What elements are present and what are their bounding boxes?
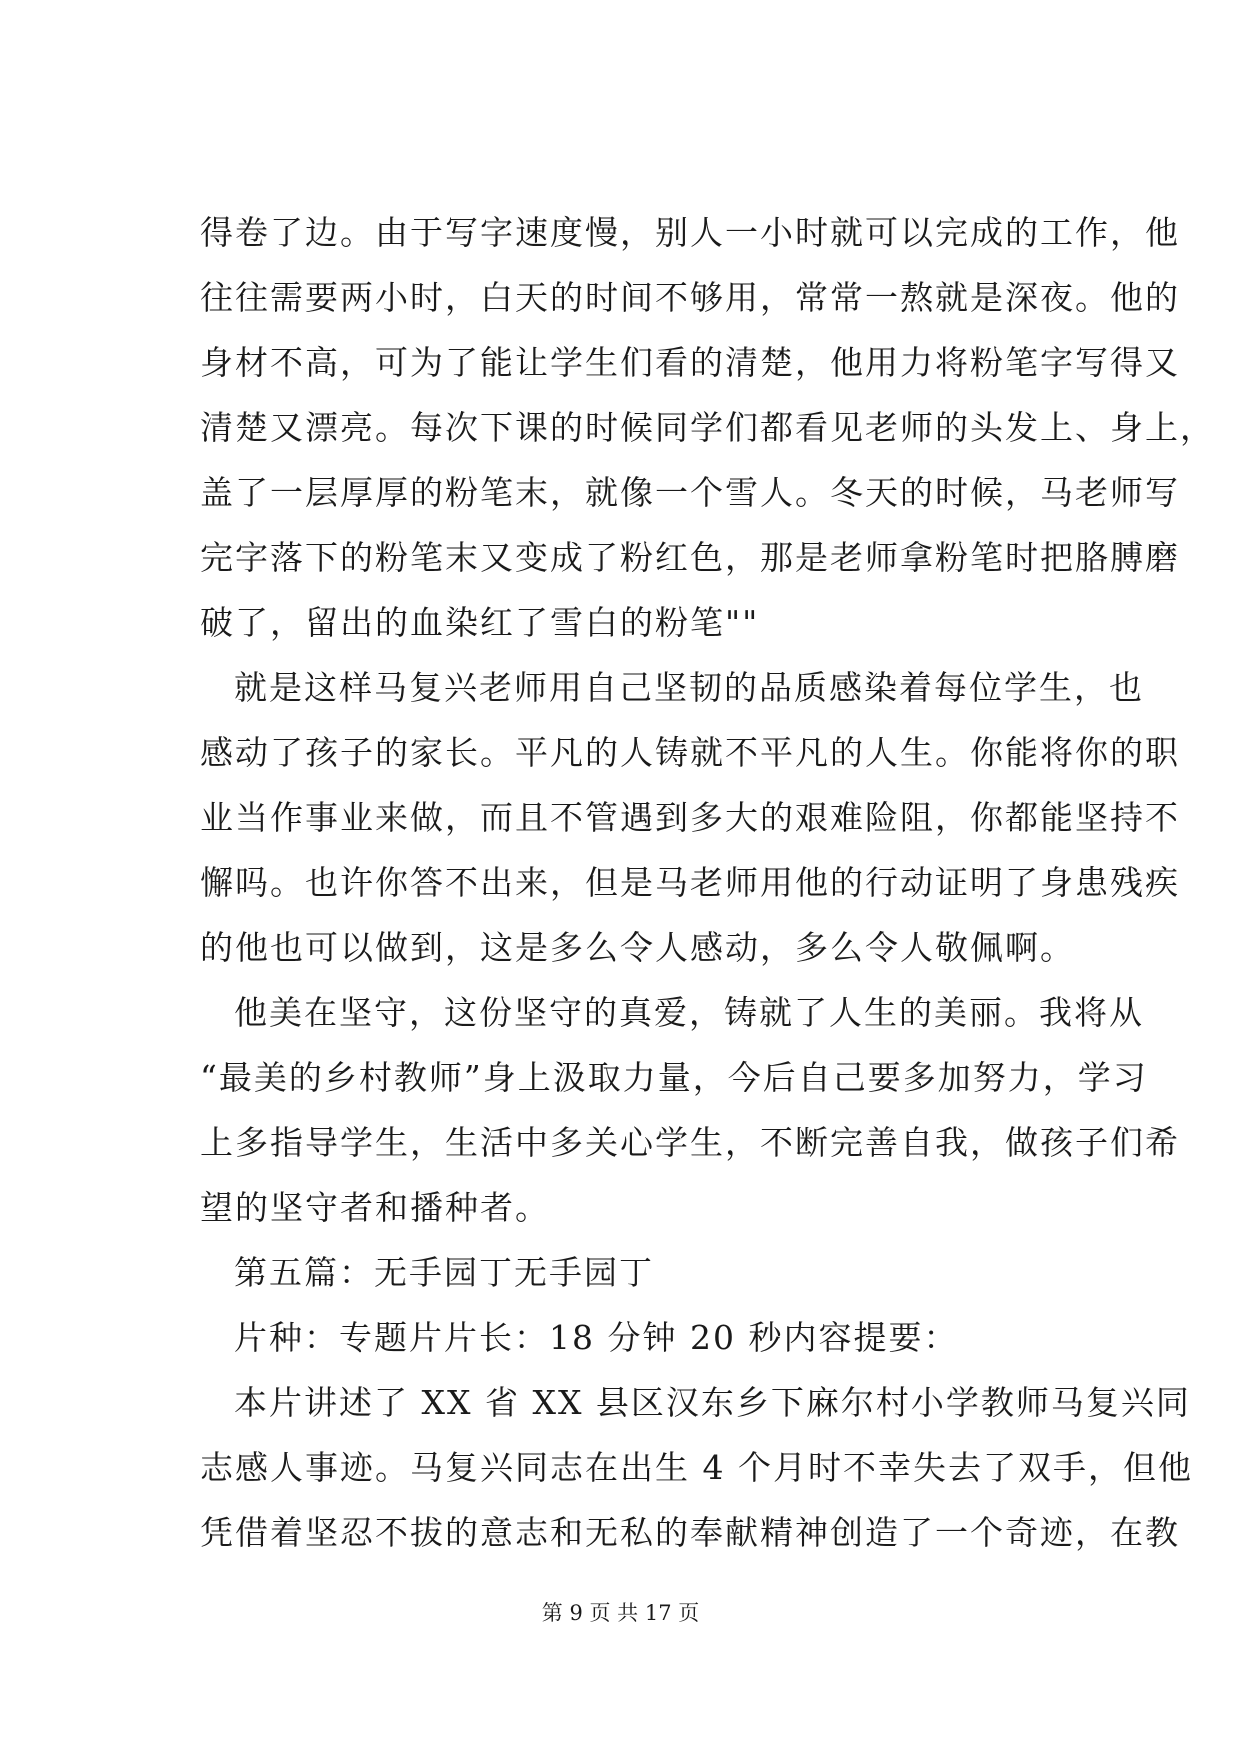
text-line: 望的坚守者和播种者。 [200, 1188, 550, 1227]
text-line: 上多指导学生，生活中多关心学生，不断完善自我，做孩子们希 [200, 1123, 1180, 1162]
text-line: 凭借着坚忍不拔的意志和无私的奉献精神创造了一个奇迹，在教 [200, 1513, 1180, 1552]
text-line: 志感人事迹。马复兴同志在出生 4 个月时不幸失去了双手，但他 [200, 1448, 1193, 1487]
section-heading: 第五篇：无手园丁无手园丁 [234, 1253, 654, 1292]
document-body [200, 200, 1215, 1565]
text-line: 本片讲述了 XX 省 XX 县区汉东乡下麻尔村小学教师马复兴同 [234, 1383, 1191, 1422]
paragraph-3 [200, 980, 1180, 1240]
text-line: 的他也可以做到，这是多么令人感动，多么令人敬佩啊。 [200, 928, 1075, 967]
meta-line: 片种：专题片片长：18 分钟 20 秒内容提要： [234, 1318, 959, 1357]
paragraph-2 [200, 655, 1180, 980]
text-line: 盖了一层厚厚的粉笔末，就像一个雪人。冬天的时候，马老师写 [200, 473, 1180, 512]
text-line: 感动了孩子的家长。平凡的人铸就不平凡的人生。你能将你的职 [200, 733, 1180, 772]
text-line: 清楚又漂亮。每次下课的时候同学们都看见老师的头发上、身上， [200, 408, 1215, 447]
page-footer [0, 1598, 1241, 1628]
text-line: 就是这样马复兴老师用自己坚韧的品质感染着每位学生，也 [234, 668, 1144, 707]
paragraph-4 [200, 1370, 1193, 1565]
text-line: 完字落下的粉笔末又变成了粉红色，那是老师拿粉笔时把胳膊磨 [200, 538, 1180, 577]
paragraph-continued [200, 200, 1215, 655]
text-line: 身材不高，可为了能让学生们看的清楚，他用力将粉笔字写得又 [200, 343, 1180, 382]
text-line: 得卷了边。由于写字速度慢，别人一小时就可以完成的工作，他 [200, 213, 1180, 252]
text-line: 懈吗。也许你答不出来，但是马老师用他的行动证明了身患残疾 [200, 863, 1180, 902]
text-line: 他美在坚守，这份坚守的真爱，铸就了人生的美丽。我将从 [234, 993, 1144, 1032]
text-line: “最美的乡村教师”身上汲取力量，今后自己要多加努力，学习 [200, 1058, 1148, 1097]
text-line: 破了，留出的血染红了雪白的粉笔"" [200, 603, 760, 642]
text-line: 业当作事业来做，而且不管遇到多大的艰难险阻，你都能坚持不 [200, 798, 1180, 837]
text-line: 往往需要两小时，白天的时间不够用，常常一熬就是深夜。他的 [200, 278, 1180, 317]
page-number: 第 9 页 共 17 页 [541, 1601, 700, 1625]
